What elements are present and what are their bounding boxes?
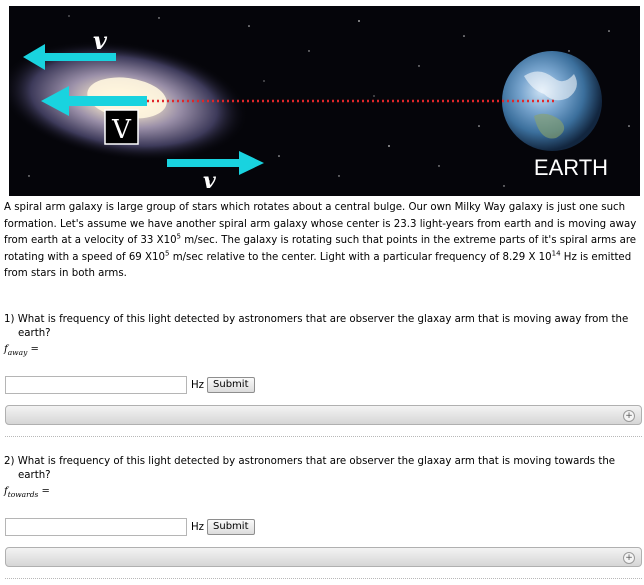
variable-subscript: towards (7, 490, 39, 499)
question-1-answer-row (5, 375, 255, 395)
question-2 (4, 455, 640, 502)
velocity-label-top: v (93, 26, 107, 55)
equals-sign: = (27, 344, 39, 355)
question-1-text: 1) What is frequency of this light detected by astronomers that are observer the glaxay arm that is moving away from the earth? (4, 314, 629, 339)
divider-1 (5, 436, 642, 437)
problem-statement (4, 200, 640, 283)
variable-symbol: f (4, 486, 8, 497)
question-1 (4, 313, 640, 360)
hint-bar-1[interactable] (5, 405, 642, 425)
question-2-text: 2) What is frequency of this light detected by astronomers that are observer the glaxay arm that is moving towards the earth? (4, 456, 616, 481)
unit-label-1: Hz (191, 379, 205, 391)
question-2-answer-row (5, 517, 255, 537)
question-2-variable (4, 485, 640, 502)
earth-label: EARTH (533, 155, 609, 180)
variable-symbol: f (4, 344, 8, 355)
divider-2 (5, 578, 642, 579)
hint-bar-2[interactable] (5, 547, 642, 567)
problem-text-3: m/sec relative to the center. Light with a particular frequency of 8.29 X 10 (169, 251, 552, 263)
velocity-label-bottom: v (203, 168, 216, 194)
exponent-1: 5 (176, 232, 182, 241)
problem-text-1: A spiral arm galaxy is large group of stars which rotates about a central bulge. Our own Milky Way galaxy is just one such formation. Let's assume we have another spiral arm galaxy whose center is 23.3 light-years from earth and is moving away from earth at a velocity of 33 X10 (4, 202, 637, 246)
plus-circle-icon[interactable]: + (623, 552, 635, 564)
exponent-3: 14 (551, 249, 561, 258)
point-label: V (112, 115, 131, 145)
galaxy-earth-illustration (9, 6, 640, 196)
variable-subscript: away (7, 348, 28, 357)
answer-input-1[interactable] (5, 376, 187, 394)
submit-button-2[interactable]: Submit (207, 519, 254, 535)
equals-sign: = (38, 486, 50, 497)
problem-text-4: Hz is emitted from stars in both arms. (4, 251, 632, 279)
answer-input-2[interactable] (5, 518, 187, 536)
galaxy-figure (9, 6, 640, 196)
question-1-variable (4, 343, 640, 360)
exponent-2: 5 (164, 249, 170, 258)
plus-circle-icon[interactable]: + (623, 410, 635, 422)
submit-button-1[interactable]: Submit (207, 377, 254, 393)
unit-label-2: Hz (191, 521, 205, 533)
problem-text-2: m/sec. The galaxy is rotating such that points in the extreme parts of it's spiral arms are rotating with a speed of 69 X10 (4, 235, 637, 263)
